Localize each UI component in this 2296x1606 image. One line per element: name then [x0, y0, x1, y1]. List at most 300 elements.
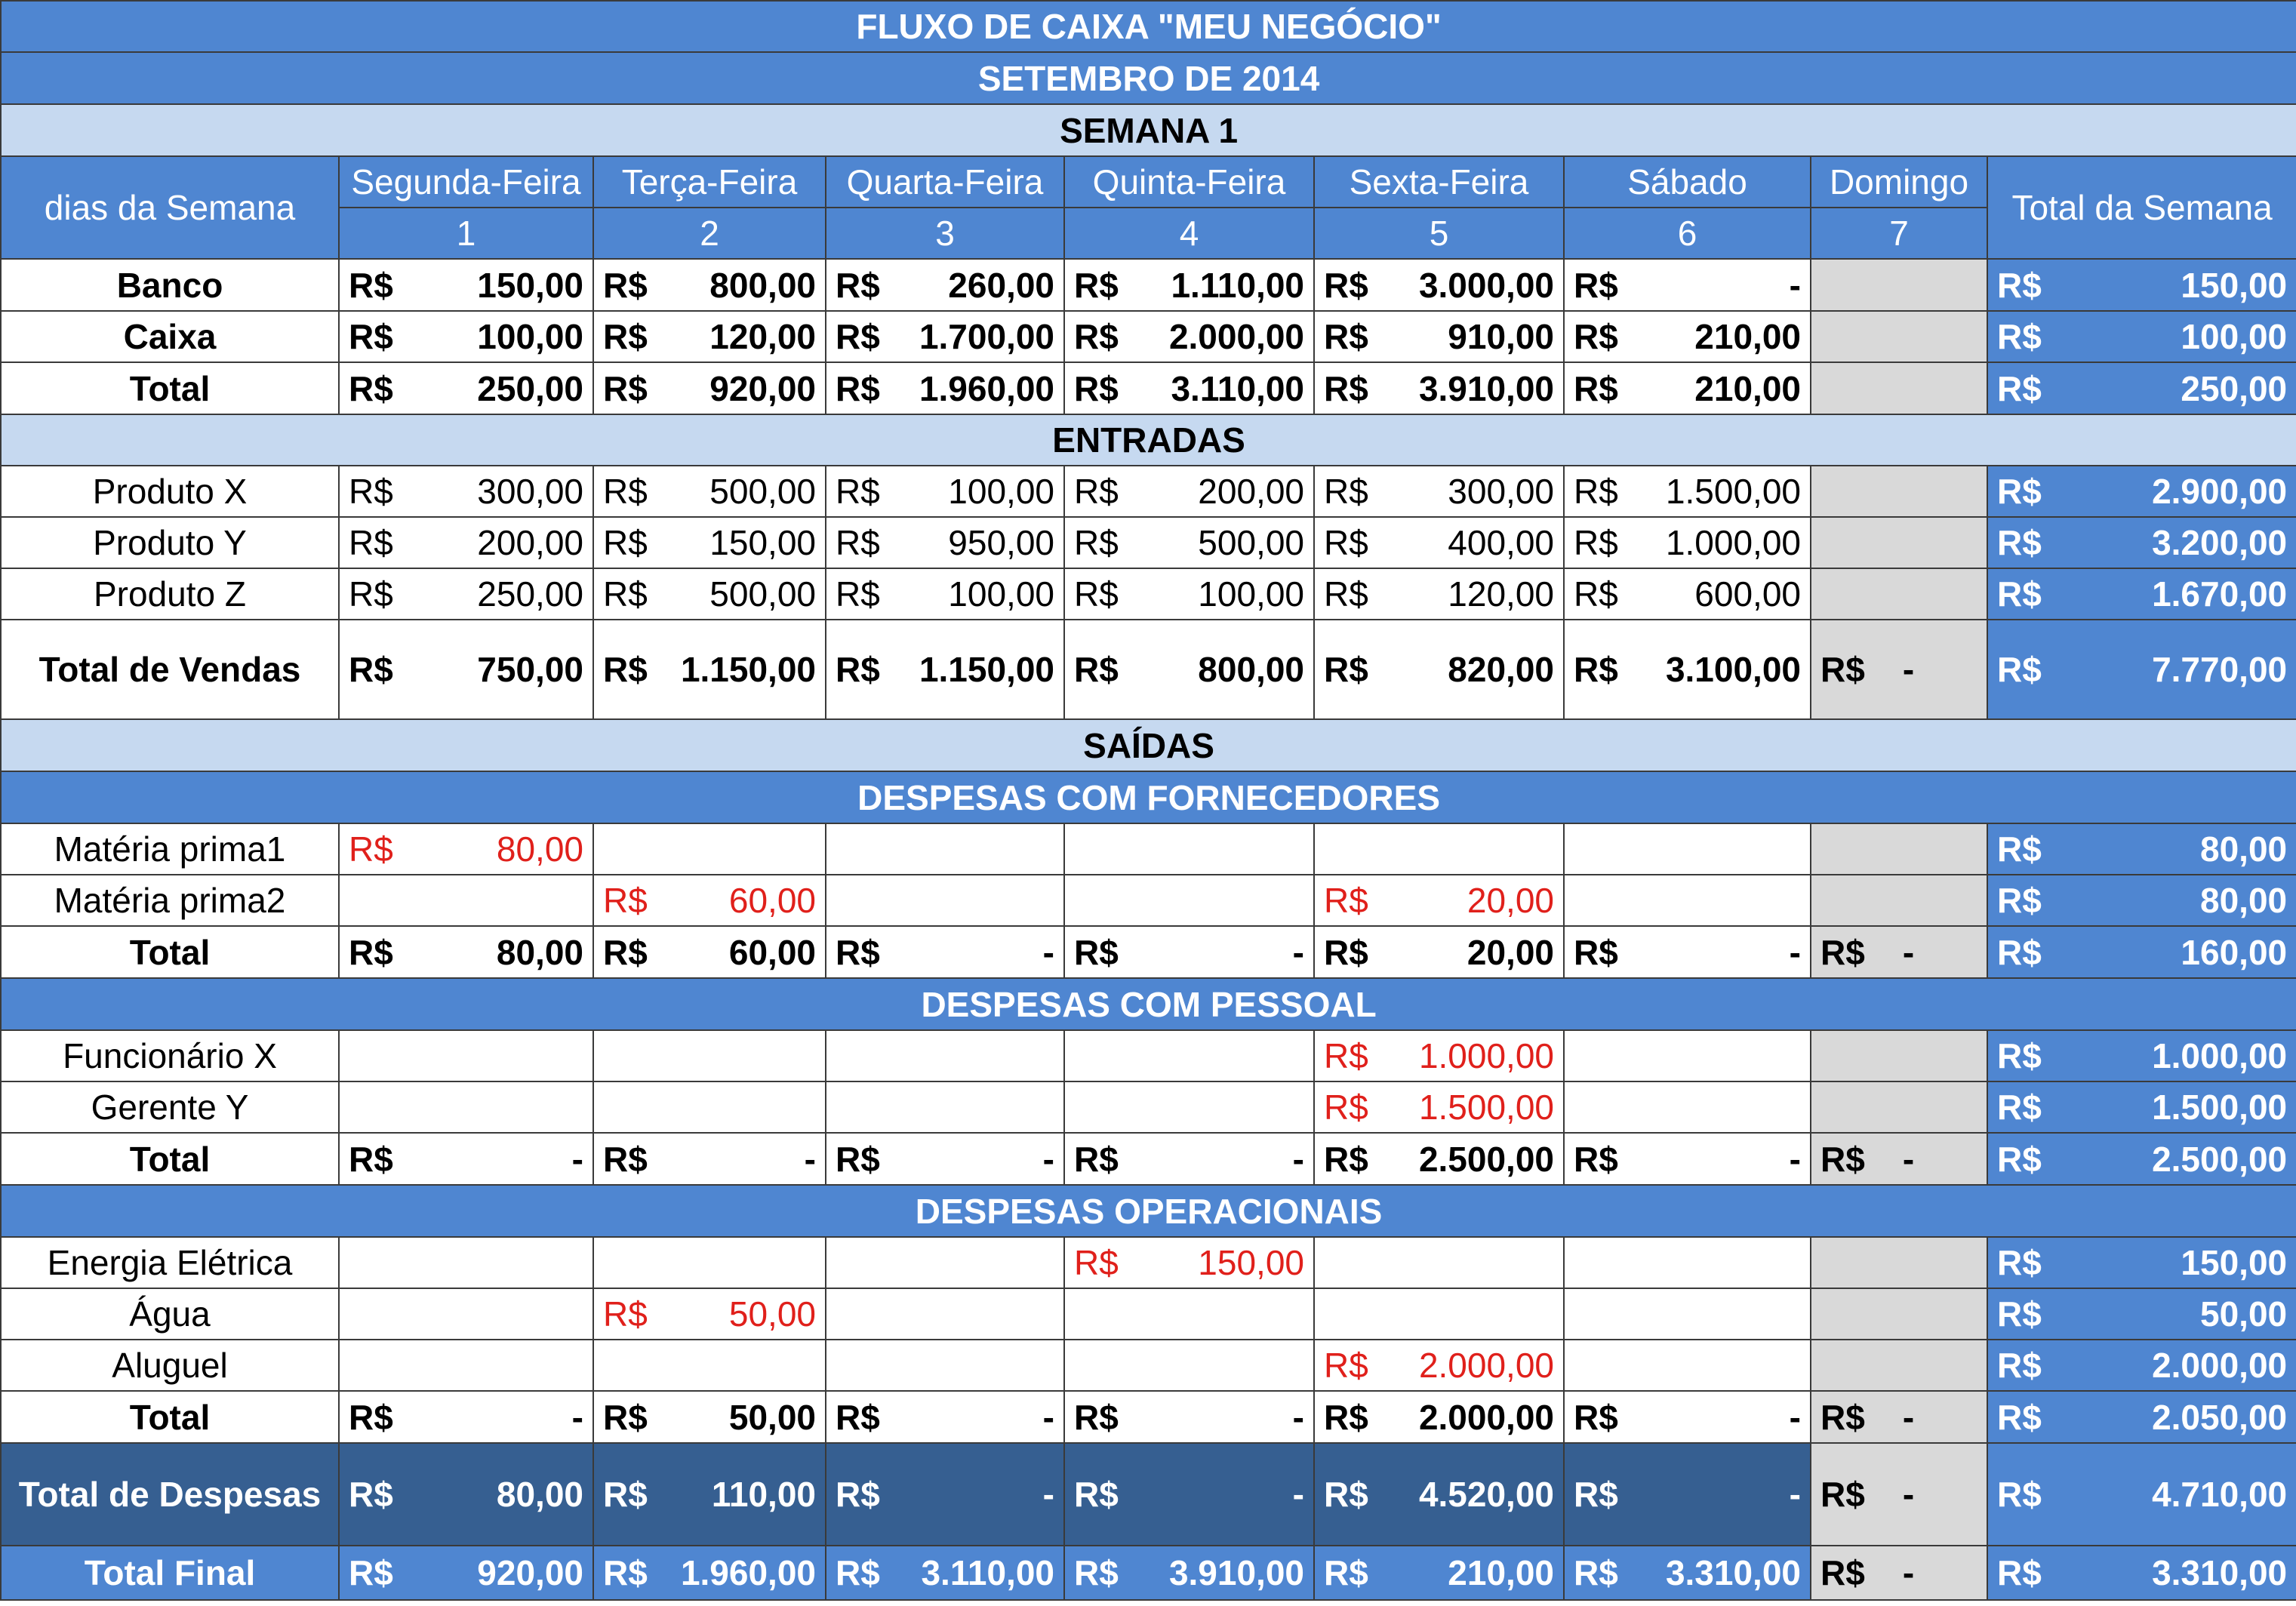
cell-day-7[interactable]	[1811, 466, 1987, 517]
cell-day-2[interactable]	[593, 1340, 826, 1391]
cell-week-total[interactable]	[1987, 1237, 2296, 1288]
cell-day-2[interactable]	[593, 875, 826, 926]
currency-symbol: R$	[836, 265, 880, 305]
amount: 2.000,00	[1418, 1346, 1554, 1385]
table-row	[1, 362, 2296, 414]
cell-day-7[interactable]	[1811, 568, 1987, 620]
table-row	[1, 259, 2296, 311]
cell-day-7[interactable]	[1811, 926, 1987, 978]
currency-symbol: R$	[1324, 1139, 1368, 1179]
day-number: 5	[1314, 208, 1564, 259]
currency-symbol: R$	[603, 650, 648, 689]
cell-day-1[interactable]	[339, 1340, 593, 1391]
cell-day-7[interactable]	[1811, 875, 1987, 926]
currency-symbol: R$	[349, 574, 393, 614]
money-value	[1997, 316, 2287, 357]
money-value	[1074, 522, 1304, 563]
cell-day-6[interactable]	[1564, 1081, 1811, 1133]
cell-day-1[interactable]	[339, 517, 593, 568]
money-value	[1997, 1139, 2287, 1180]
amount: -	[1789, 265, 1801, 305]
currency-symbol: R$	[1324, 317, 1368, 356]
cell-day-1[interactable]	[339, 1030, 593, 1081]
day-header: Domingo	[1811, 156, 1987, 208]
cell-day-1[interactable]	[339, 568, 593, 620]
currency-symbol: R$	[1074, 932, 1119, 972]
currency-symbol: R$	[1820, 650, 1865, 689]
amount: 750,00	[477, 650, 583, 689]
currency-symbol: R$	[1997, 1088, 2042, 1127]
cell-day-6[interactable]	[1564, 362, 1811, 414]
cell-day-3[interactable]	[826, 568, 1064, 620]
cell-day-5[interactable]	[1314, 362, 1564, 414]
currency-symbol: R$	[603, 368, 648, 408]
cell-day-2[interactable]	[593, 1391, 826, 1443]
cell-day-7[interactable]	[1811, 1391, 1987, 1443]
cell-day-3[interactable]	[826, 1391, 1064, 1443]
currency-symbol: R$	[1324, 1475, 1368, 1514]
amount: -	[1292, 1397, 1304, 1437]
amount: 50,00	[2200, 1294, 2288, 1334]
cell-day-2[interactable]	[593, 1030, 826, 1081]
cell-day-1[interactable]	[339, 259, 593, 311]
cell-day-6[interactable]	[1564, 1237, 1811, 1288]
cell-day-2[interactable]	[593, 823, 826, 875]
row-label: Produto Y	[1, 517, 339, 568]
sheet-title: FLUXO DE CAIXA "MEU NEGÓCIO"	[1, 1, 2296, 52]
cell-day-7[interactable]	[1811, 1340, 1987, 1391]
currency-symbol: R$	[1997, 650, 2042, 689]
money-value	[1074, 1552, 1304, 1593]
currency-symbol: R$	[349, 1475, 393, 1514]
currency-symbol: R$	[1324, 368, 1368, 408]
money-value	[349, 1397, 583, 1438]
table-row	[1, 1081, 2296, 1133]
money-value	[1997, 522, 2287, 563]
cell-day-5[interactable]	[1314, 875, 1564, 926]
cell-day-4[interactable]	[1064, 466, 1314, 517]
pessoal-title-row	[1, 978, 2296, 1030]
cell-day-4[interactable]	[1064, 1546, 1314, 1600]
cell-day-6[interactable]	[1564, 259, 1811, 311]
cell-day-7[interactable]	[1811, 362, 1987, 414]
cell-week-total[interactable]	[1987, 1030, 2296, 1081]
currency-symbol: R$	[1820, 1139, 1865, 1179]
amount: 2.000,00	[1418, 1397, 1554, 1437]
amount: 210,00	[1694, 368, 1801, 408]
cell-day-3[interactable]	[826, 466, 1064, 517]
currency-symbol: R$	[836, 932, 880, 972]
amount: 80,00	[496, 932, 583, 972]
cell-day-2[interactable]	[593, 1237, 826, 1288]
cell-day-5[interactable]	[1314, 1288, 1564, 1340]
cell-day-4[interactable]	[1064, 311, 1314, 362]
money-value	[1997, 574, 2287, 614]
cell-day-1[interactable]	[339, 1443, 593, 1546]
amount: -	[1789, 1139, 1801, 1179]
cell-day-6[interactable]	[1564, 1288, 1811, 1340]
amount: 50,00	[728, 1397, 816, 1437]
row-label: Total	[1, 1133, 339, 1185]
cell-week-total[interactable]	[1987, 1340, 2296, 1391]
cell-day-2[interactable]	[593, 1133, 826, 1185]
amount: 4.520,00	[1418, 1475, 1554, 1514]
cell-day-3[interactable]	[826, 517, 1064, 568]
cell-day-1[interactable]	[339, 1081, 593, 1133]
cell-day-4[interactable]	[1064, 1288, 1314, 1340]
cell-day-3[interactable]	[826, 926, 1064, 978]
cell-week-total[interactable]	[1987, 1133, 2296, 1185]
cell-day-5[interactable]	[1314, 1081, 1564, 1133]
amount: 2.000,00	[2152, 1346, 2288, 1385]
amount: 250,00	[477, 368, 583, 408]
cell-day-6[interactable]	[1564, 466, 1811, 517]
cell-day-7[interactable]	[1811, 311, 1987, 362]
money-value	[1997, 1397, 2287, 1438]
amount: 1.500,00	[1418, 1088, 1554, 1127]
cell-week-total[interactable]	[1987, 568, 2296, 620]
cell-day-5[interactable]	[1314, 517, 1564, 568]
money-value	[349, 522, 583, 563]
cell-week-total[interactable]	[1987, 517, 2296, 568]
amount: -	[1292, 932, 1304, 972]
week-title-row	[1, 104, 2296, 156]
cell-day-1[interactable]	[339, 1133, 593, 1185]
row-label: Total de Despesas	[1, 1443, 339, 1546]
cell-day-3[interactable]	[826, 1546, 1064, 1600]
currency-symbol: R$	[1574, 523, 1618, 562]
money-value	[1997, 880, 2287, 921]
money-value	[349, 649, 583, 690]
cell-day-7[interactable]	[1811, 823, 1987, 875]
money-value	[603, 316, 816, 357]
amount: -	[1789, 1475, 1801, 1514]
saidas-title: SAÍDAS	[1, 719, 2296, 771]
cell-day-5[interactable]	[1314, 1133, 1564, 1185]
money-value	[1074, 1139, 1304, 1180]
cell-day-1[interactable]	[339, 311, 593, 362]
money-value	[836, 1552, 1054, 1593]
cell-day-6[interactable]	[1564, 620, 1811, 719]
amount: 210,00	[1694, 317, 1801, 356]
amount: 3.000,00	[1418, 265, 1554, 305]
table-row	[1, 1340, 2296, 1391]
money-value	[1820, 1139, 1977, 1180]
sheet-title-row	[1, 1, 2296, 52]
table-row	[1, 1133, 2296, 1185]
currency-symbol: R$	[349, 1553, 393, 1592]
money-value	[349, 368, 583, 409]
cell-day-7[interactable]	[1811, 1546, 1987, 1600]
currency-symbol: R$	[1324, 1346, 1368, 1385]
currency-symbol: R$	[1997, 523, 2042, 562]
money-value	[1324, 522, 1554, 563]
cell-day-6[interactable]	[1564, 1340, 1811, 1391]
cell-day-7[interactable]	[1811, 1237, 1987, 1288]
table-row	[1, 926, 2296, 978]
money-value	[1074, 1474, 1304, 1515]
currency-symbol: R$	[1997, 368, 2042, 408]
cell-week-total[interactable]	[1987, 823, 2296, 875]
cell-day-5[interactable]	[1314, 1030, 1564, 1081]
week-title: SEMANA 1	[1, 104, 2296, 156]
money-value	[1074, 368, 1304, 409]
cell-day-2[interactable]	[593, 259, 826, 311]
cell-day-7[interactable]	[1811, 1133, 1987, 1185]
cell-day-1[interactable]	[339, 1237, 593, 1288]
cell-day-1[interactable]	[339, 1288, 593, 1340]
cell-week-total[interactable]	[1987, 1443, 2296, 1546]
cell-day-5[interactable]	[1314, 568, 1564, 620]
cell-week-total[interactable]	[1987, 259, 2296, 311]
cell-day-3[interactable]	[826, 1133, 1064, 1185]
cell-day-7[interactable]	[1811, 1030, 1987, 1081]
cell-day-7[interactable]	[1811, 259, 1987, 311]
amount: 80,00	[496, 829, 583, 869]
cell-week-total[interactable]	[1987, 466, 2296, 517]
currency-symbol: R$	[1074, 650, 1119, 689]
cell-day-3[interactable]	[826, 875, 1064, 926]
cell-day-6[interactable]	[1564, 517, 1811, 568]
cell-day-2[interactable]	[593, 620, 826, 719]
cell-day-2[interactable]	[593, 568, 826, 620]
amount: 20,00	[1467, 881, 1554, 920]
amount: -	[1292, 1475, 1304, 1514]
cell-day-3[interactable]	[826, 620, 1064, 719]
header-numbers-row	[1, 208, 2296, 259]
amount: 120,00	[1448, 574, 1554, 614]
cell-week-total[interactable]	[1987, 620, 2296, 719]
currency-symbol: R$	[1074, 1243, 1119, 1282]
cell-day-4[interactable]	[1064, 1133, 1314, 1185]
cell-day-4[interactable]	[1064, 1081, 1314, 1133]
amount: 160,00	[2181, 932, 2288, 972]
cell-day-3[interactable]	[826, 362, 1064, 414]
money-value	[1074, 265, 1304, 306]
cell-day-3[interactable]	[826, 1237, 1064, 1288]
currency-symbol: R$	[1997, 1553, 2042, 1592]
cell-day-6[interactable]	[1564, 1391, 1811, 1443]
cell-day-1[interactable]	[339, 1391, 593, 1443]
entradas-title-row	[1, 414, 2296, 466]
cell-day-1[interactable]	[339, 823, 593, 875]
cell-day-3[interactable]	[826, 1081, 1064, 1133]
cell-week-total[interactable]	[1987, 311, 2296, 362]
amount: 100,00	[948, 472, 1054, 511]
amount: 250,00	[2181, 368, 2288, 408]
cell-day-3[interactable]	[826, 1443, 1064, 1546]
cell-day-1[interactable]	[339, 620, 593, 719]
cell-day-2[interactable]	[593, 1081, 826, 1133]
money-value	[1324, 1397, 1554, 1438]
cell-day-6[interactable]	[1564, 1546, 1811, 1600]
amount: 800,00	[709, 265, 816, 305]
money-value	[1997, 1294, 2287, 1334]
cell-day-2[interactable]	[593, 517, 826, 568]
cell-day-6[interactable]	[1564, 1133, 1811, 1185]
cell-day-7[interactable]	[1811, 517, 1987, 568]
row-label: Matéria prima2	[1, 875, 339, 926]
amount: 3.910,00	[1168, 1553, 1304, 1592]
amount: -	[1902, 1475, 1915, 1514]
day-number: 3	[826, 208, 1064, 259]
amount: 2.900,00	[2152, 472, 2288, 511]
cell-day-3[interactable]	[826, 259, 1064, 311]
day-header: Segunda-Feira	[339, 156, 593, 208]
cell-day-5[interactable]	[1314, 620, 1564, 719]
cell-day-5[interactable]	[1314, 311, 1564, 362]
cell-day-1[interactable]	[339, 362, 593, 414]
currency-symbol: R$	[1997, 1243, 2042, 1282]
cell-day-4[interactable]	[1064, 823, 1314, 875]
cell-week-total[interactable]	[1987, 1081, 2296, 1133]
cell-day-4[interactable]	[1064, 875, 1314, 926]
amount: 3.310,00	[1665, 1553, 1801, 1592]
cell-week-total[interactable]	[1987, 1546, 2296, 1600]
cell-day-6[interactable]	[1564, 926, 1811, 978]
currency-symbol: R$	[1820, 1553, 1865, 1592]
cell-day-1[interactable]	[339, 926, 593, 978]
cell-day-3[interactable]	[826, 1288, 1064, 1340]
cell-day-2[interactable]	[593, 926, 826, 978]
cell-day-2[interactable]	[593, 311, 826, 362]
row-label: Aluguel	[1, 1340, 339, 1391]
cell-day-7[interactable]	[1811, 1081, 1987, 1133]
money-value	[1997, 265, 2287, 306]
cell-day-4[interactable]	[1064, 1340, 1314, 1391]
money-value	[603, 649, 816, 690]
amount: 150,00	[1198, 1243, 1304, 1282]
cell-day-4[interactable]	[1064, 1030, 1314, 1081]
money-value	[1324, 932, 1554, 973]
cell-week-total[interactable]	[1987, 362, 2296, 414]
row-label: Funcionário X	[1, 1030, 339, 1081]
cell-day-4[interactable]	[1064, 259, 1314, 311]
cell-week-total[interactable]	[1987, 875, 2296, 926]
money-value	[603, 522, 816, 563]
row-label: Energia Elétrica	[1, 1237, 339, 1288]
money-value	[1997, 932, 2287, 973]
money-value	[603, 368, 816, 409]
money-value	[349, 316, 583, 357]
money-value	[603, 1397, 816, 1438]
cell-day-3[interactable]	[826, 823, 1064, 875]
cell-day-1[interactable]	[339, 466, 593, 517]
currency-symbol: R$	[1997, 265, 2042, 305]
amount: -	[1042, 1397, 1054, 1437]
cell-day-5[interactable]	[1314, 1443, 1564, 1546]
money-value	[836, 265, 1054, 306]
cell-day-2[interactable]	[593, 1546, 826, 1600]
money-value	[1324, 316, 1554, 357]
day-header: Sábado	[1564, 156, 1811, 208]
amount: -	[1042, 1139, 1054, 1179]
money-value	[1574, 1474, 1801, 1515]
cell-day-4[interactable]	[1064, 517, 1314, 568]
cell-day-4[interactable]	[1064, 362, 1314, 414]
cell-day-6[interactable]	[1564, 311, 1811, 362]
cell-day-5[interactable]	[1314, 466, 1564, 517]
amount: -	[571, 1139, 583, 1179]
money-value	[1074, 649, 1304, 690]
money-value	[836, 1474, 1054, 1515]
cell-week-total[interactable]	[1987, 1391, 2296, 1443]
money-value	[1574, 574, 1801, 614]
money-value	[349, 471, 583, 512]
cell-day-4[interactable]	[1064, 926, 1314, 978]
cell-day-7[interactable]	[1811, 1443, 1987, 1546]
cell-day-6[interactable]	[1564, 1443, 1811, 1546]
cell-day-4[interactable]	[1064, 568, 1314, 620]
amount: -	[1902, 1553, 1915, 1592]
cell-day-2[interactable]	[593, 362, 826, 414]
cell-day-4[interactable]	[1064, 620, 1314, 719]
cell-day-5[interactable]	[1314, 823, 1564, 875]
cell-day-5[interactable]	[1314, 1340, 1564, 1391]
cell-day-6[interactable]	[1564, 823, 1811, 875]
currency-symbol: R$	[349, 368, 393, 408]
amount: 3.110,00	[921, 1553, 1054, 1592]
money-value	[603, 574, 816, 614]
currency-symbol: R$	[603, 317, 648, 356]
cell-day-3[interactable]	[826, 1340, 1064, 1391]
cell-day-6[interactable]	[1564, 875, 1811, 926]
cell-day-6[interactable]	[1564, 1030, 1811, 1081]
cell-day-5[interactable]	[1314, 926, 1564, 978]
cell-day-3[interactable]	[826, 311, 1064, 362]
cell-day-3[interactable]	[826, 1030, 1064, 1081]
money-value	[1997, 1035, 2287, 1076]
cell-day-6[interactable]	[1564, 568, 1811, 620]
cell-day-2[interactable]	[593, 1288, 826, 1340]
cell-day-1[interactable]	[339, 1546, 593, 1600]
cell-day-5[interactable]	[1314, 1546, 1564, 1600]
currency-symbol: R$	[1074, 1553, 1119, 1592]
cell-week-total[interactable]	[1987, 926, 2296, 978]
amount: 300,00	[1448, 472, 1554, 511]
cell-day-5[interactable]	[1314, 1391, 1564, 1443]
day-header: Quinta-Feira	[1064, 156, 1314, 208]
cell-day-7[interactable]	[1811, 1288, 1987, 1340]
currency-symbol: R$	[1074, 317, 1119, 356]
amount: 500,00	[709, 574, 816, 614]
money-value	[1574, 1397, 1801, 1438]
amount: 250,00	[477, 574, 583, 614]
currency-symbol: R$	[1574, 1475, 1618, 1514]
currency-symbol: R$	[1074, 265, 1119, 305]
cell-day-7[interactable]	[1811, 620, 1987, 719]
cell-day-2[interactable]	[593, 466, 826, 517]
currency-symbol: R$	[1574, 1553, 1618, 1592]
cell-day-4[interactable]	[1064, 1443, 1314, 1546]
money-value	[836, 316, 1054, 357]
cell-day-5[interactable]	[1314, 259, 1564, 311]
currency-symbol: R$	[349, 650, 393, 689]
cell-day-4[interactable]	[1064, 1391, 1314, 1443]
amount: 1.960,00	[919, 368, 1054, 408]
amount: 3.110,00	[1171, 368, 1304, 408]
money-value	[603, 265, 816, 306]
row-label: Total	[1, 1391, 339, 1443]
cell-day-4[interactable]	[1064, 1237, 1314, 1288]
money-value	[1324, 1087, 1554, 1128]
money-value	[1324, 1474, 1554, 1515]
cell-day-5[interactable]	[1314, 1237, 1564, 1288]
amount: 80,00	[2200, 881, 2288, 920]
cell-day-1[interactable]	[339, 875, 593, 926]
cell-week-total[interactable]	[1987, 1288, 2296, 1340]
cell-day-2[interactable]	[593, 1443, 826, 1546]
